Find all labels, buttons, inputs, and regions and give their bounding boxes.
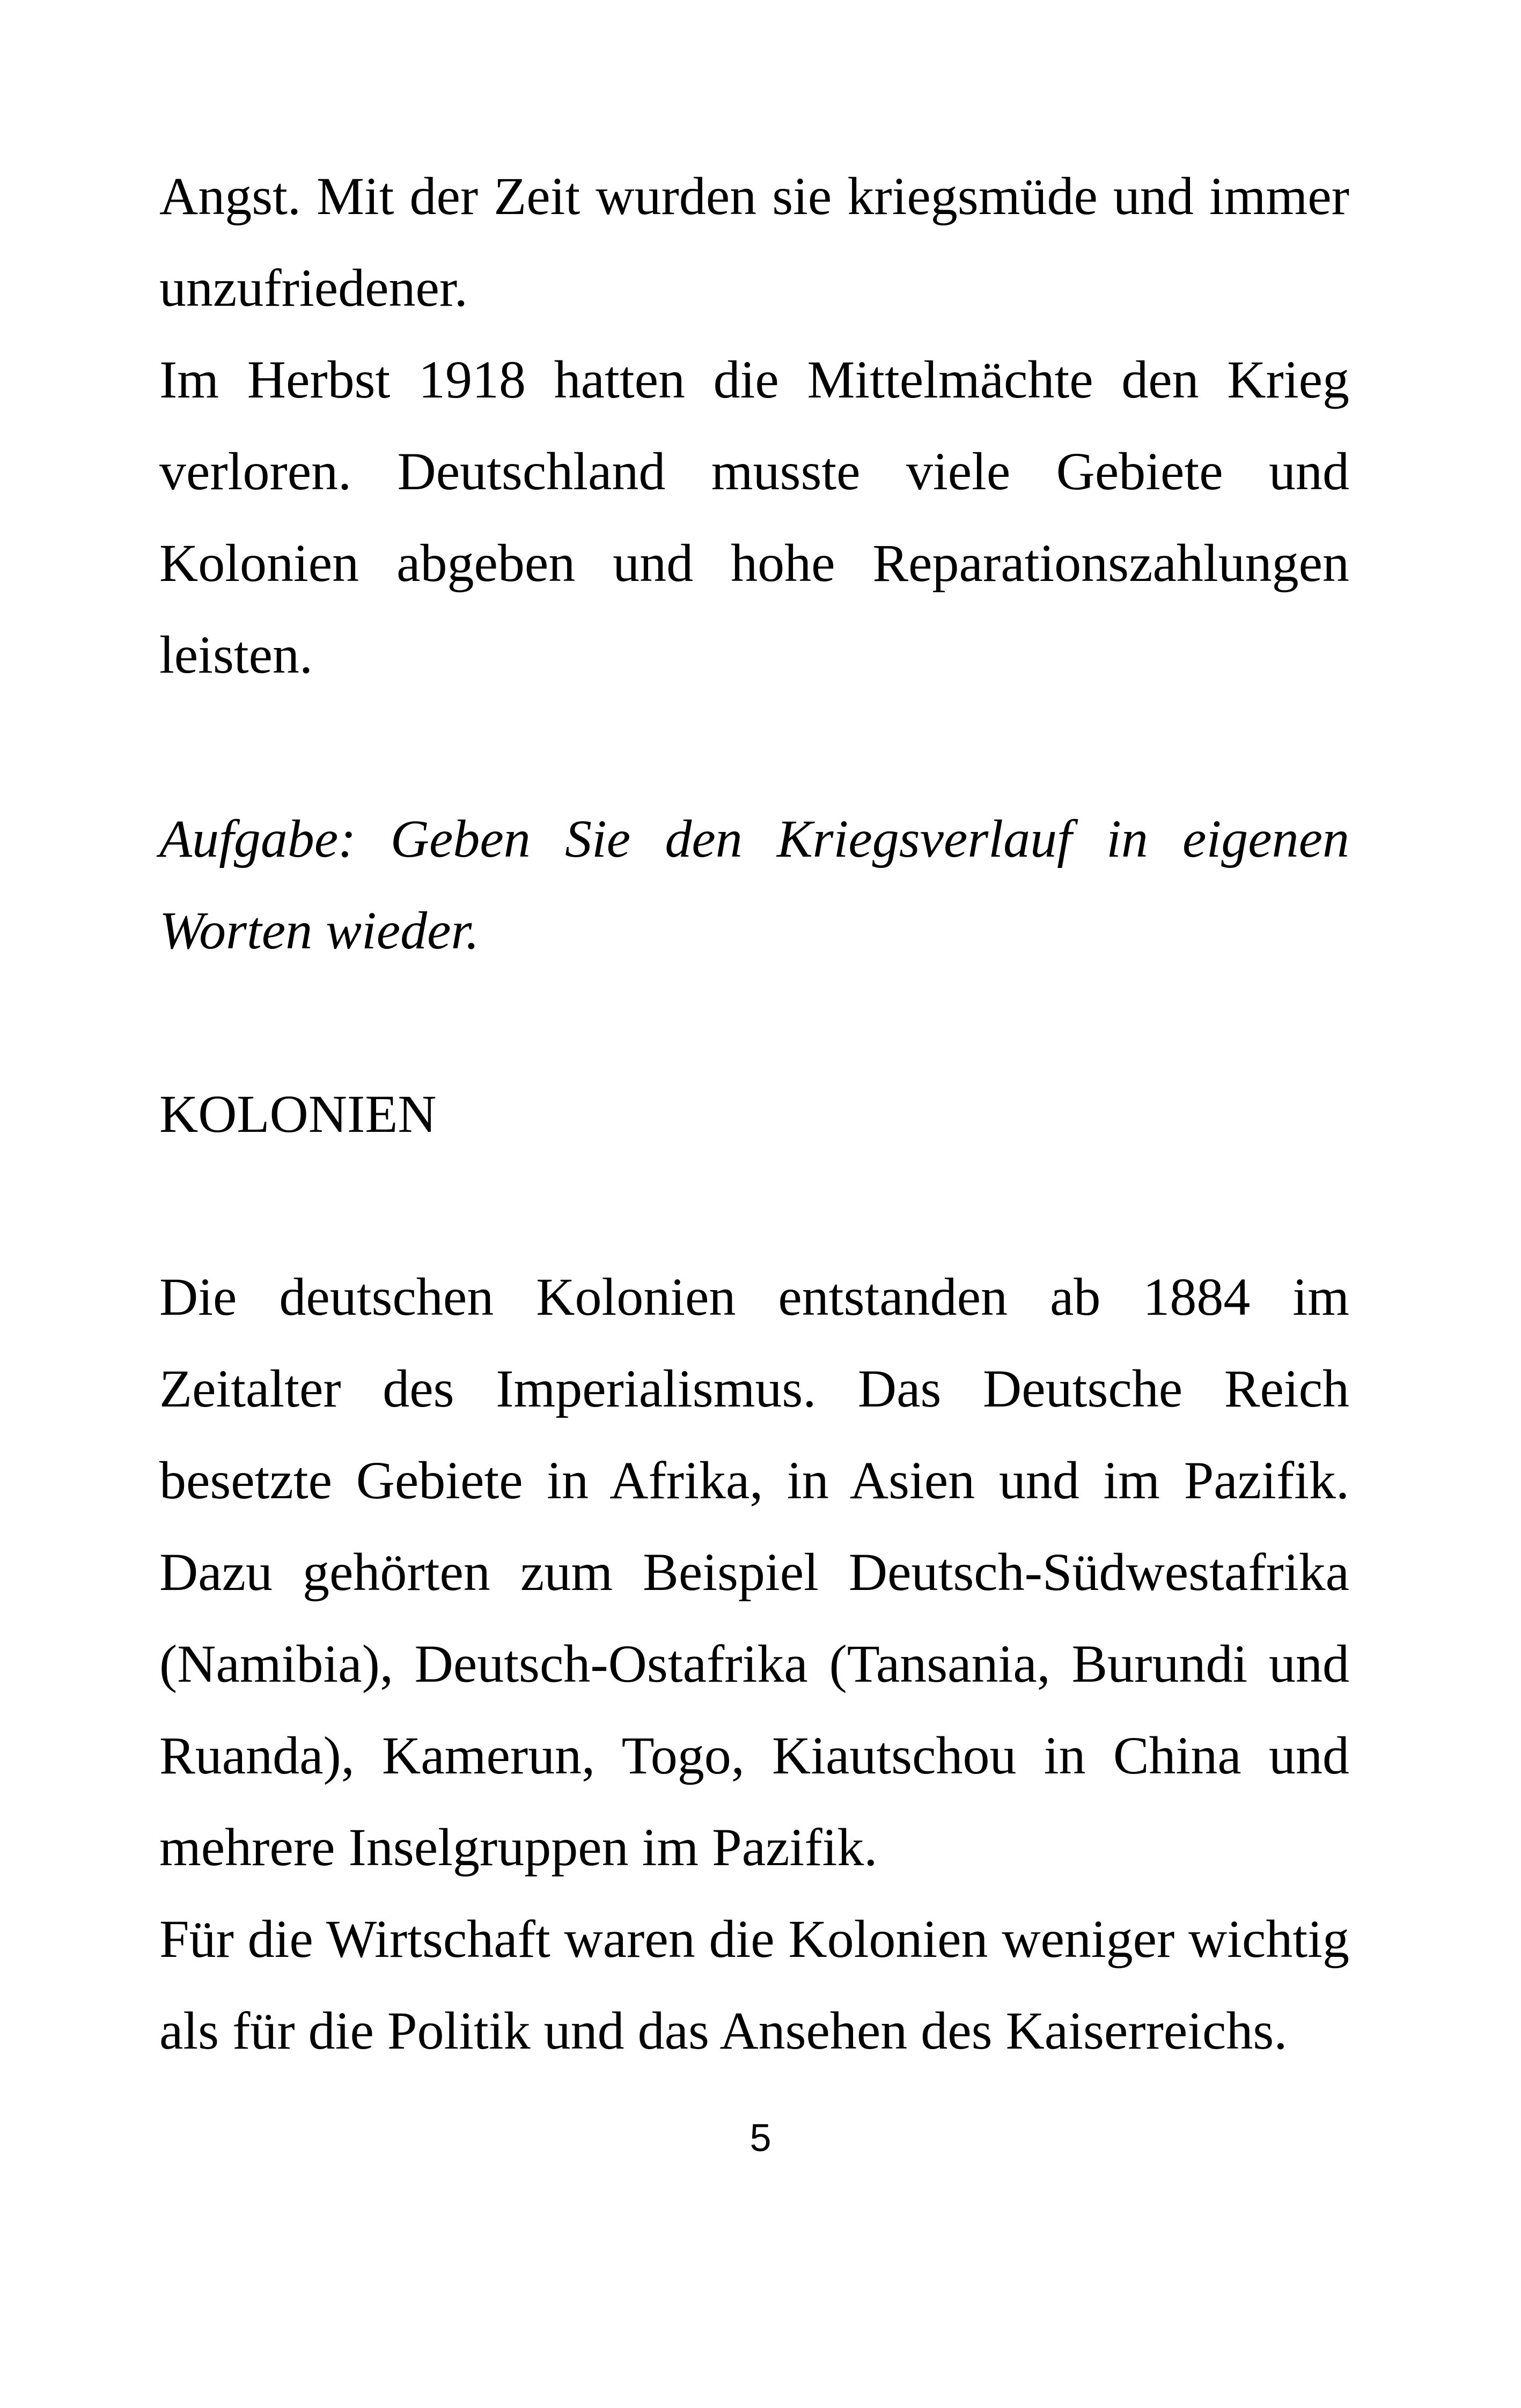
page-number: 5 bbox=[750, 2117, 771, 2160]
paragraph-colonies: Die deutschen Kolonien entstanden ab 1884 im Zeitalter des Imperialismus. Das Deutsche Reich besetzte Gebiete in Afrika, in Asien und im Pazifik. Dazu gehörten zum Beispiel Deutsch-Südwestafrika (Namibia), Deutsch-Ostafrika (Tansania, Burundi und Ruanda), Kamerun, Togo, Kiautschou in China und mehrere Inselgruppen im Pazifik. bbox=[159, 1267, 1349, 1877]
paragraph-war-weariness: Angst. Mit der Zeit wurden sie kriegsmüde und immer unzufriedener. bbox=[159, 166, 1349, 318]
task-instruction: Aufgabe: Geben Sie den Kriegsverlauf in eigenen Worten wieder. bbox=[159, 809, 1349, 960]
paragraph-economy: Für die Wirtschaft waren die Kolonien weniger wichtig als für die Politik und das Ansehen des Kaiserreichs. bbox=[159, 1909, 1349, 2060]
section-heading: KOLONIEN bbox=[159, 1084, 437, 1144]
paragraph-defeat-1918: Im Herbst 1918 hatten die Mittelmächte den Krieg verloren. Deutschland musste viele Gebiete und Kolonien abgeben und hohe Reparationszahlungen leisten. bbox=[159, 350, 1349, 684]
